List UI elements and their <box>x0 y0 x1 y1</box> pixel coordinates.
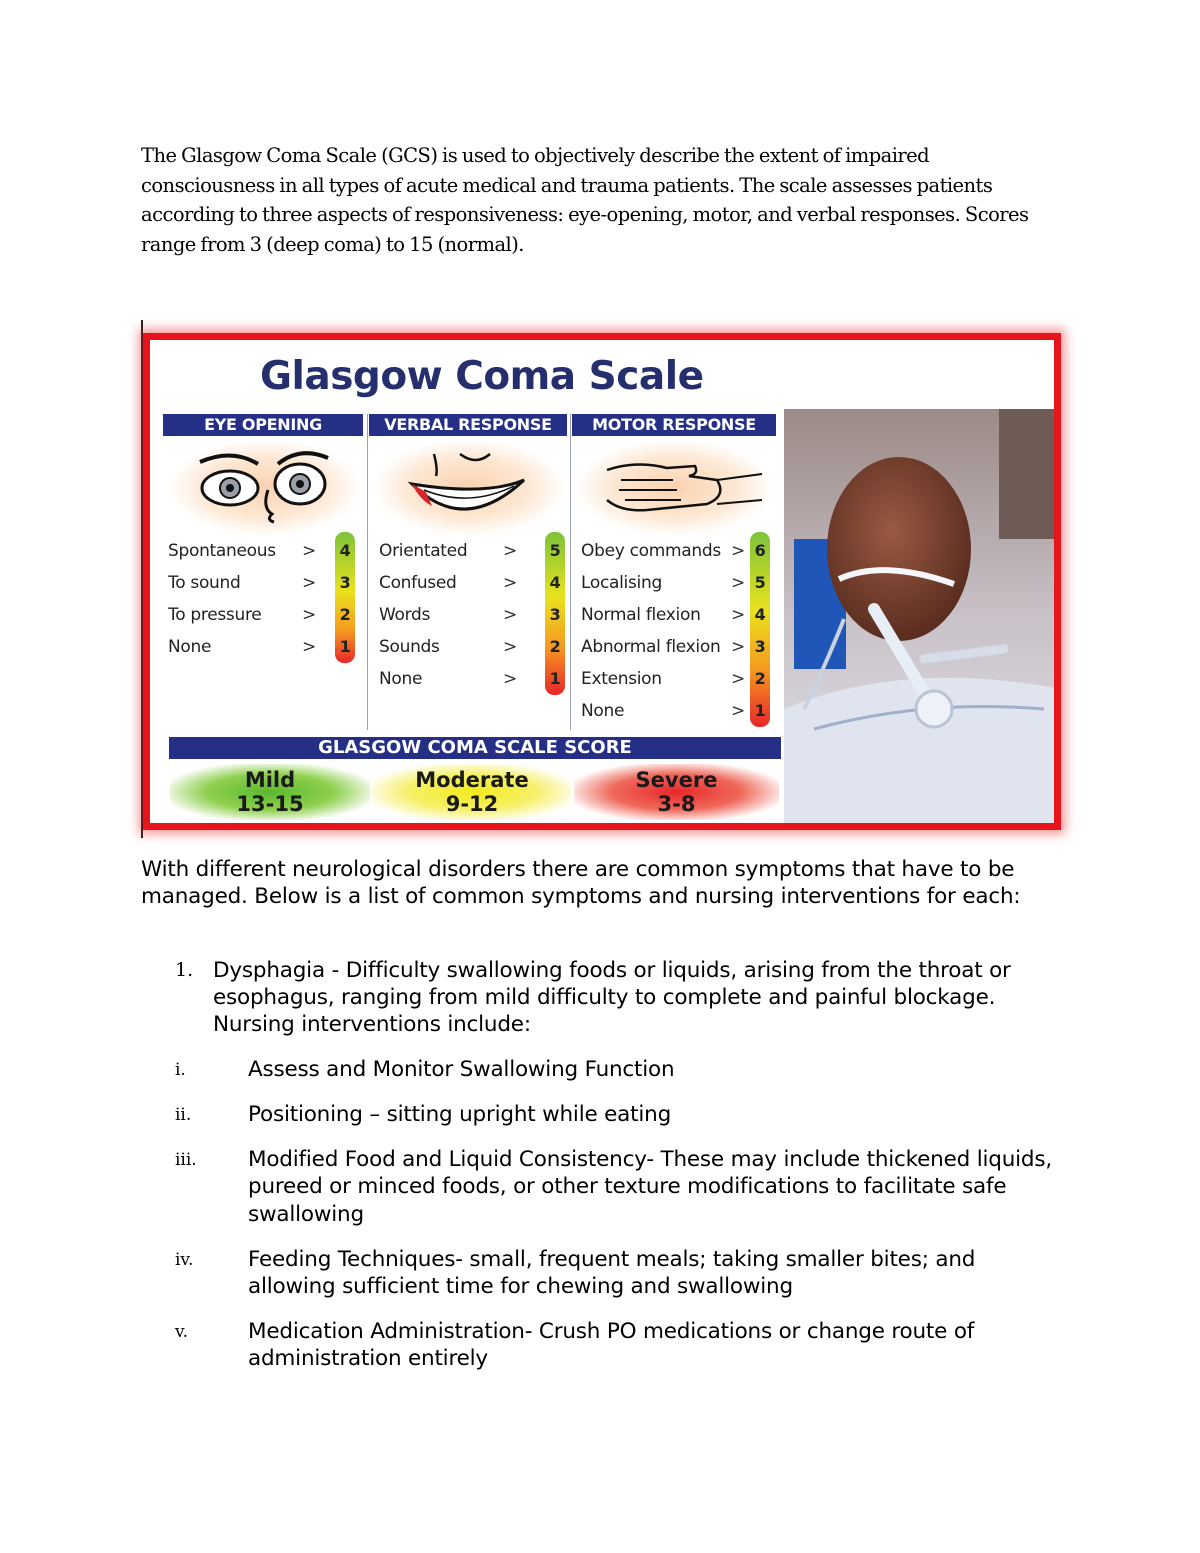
response-label: None <box>168 637 212 657</box>
severity-range: 3-8 <box>657 792 696 816</box>
arrow-icon: > <box>731 573 745 593</box>
arrow-icon: > <box>302 573 316 593</box>
intro-paragraph: The Glasgow Coma Scale (GCS) is used to objectively describe the extent of impaired consciousness in all types of acute medical and trauma patients. The scale assesses patients according to three aspects of responsiveness: eye-opening, motor, and verbal responses. Scores range from 3 (deep coma) to 15 (normal). <box>141 144 1029 256</box>
motor-row <box>581 696 776 726</box>
arrow-icon: > <box>503 573 517 593</box>
arrow-icon: > <box>731 541 745 561</box>
intervention-numeral: iv. <box>175 1250 194 1270</box>
arrow-icon: > <box>503 541 517 561</box>
intervention-text: Feeding Techniques- small, frequent meals; taking smaller bites; and allowing sufficient time for chewing and swallowing <box>248 1247 976 1300</box>
arrow-icon: > <box>503 637 517 657</box>
intervention-text: Positioning – sitting upright while eating <box>248 1102 672 1127</box>
severity-moderate <box>372 764 572 820</box>
verbal-row <box>379 536 569 566</box>
arrow-icon: > <box>302 605 316 625</box>
response-label: Sounds <box>379 637 440 657</box>
column-divider <box>570 414 571 730</box>
intervention-numeral: v. <box>175 1322 188 1342</box>
score-value: 4 <box>754 605 766 624</box>
score-value: 3 <box>339 573 351 592</box>
score-header: GLASGOW COMA SCALE SCORE <box>169 737 781 759</box>
severity-label: Moderate <box>415 768 529 792</box>
section-intro: With different neurological disorders there are common symptoms that have to be managed. Below is a list of common symptoms and nursing interventions for each: <box>141 857 1021 910</box>
intervention-text: Modified Food and Liquid Consistency- These may include thickened liquids, pureed or minced foods, or other texture modifications to facilitate safe swallowing <box>248 1147 1052 1227</box>
score-value: 2 <box>549 637 561 656</box>
verbal-row <box>379 664 569 694</box>
severity-mild <box>170 764 370 820</box>
severity-range: 9-12 <box>445 792 499 816</box>
motor-row <box>581 568 776 598</box>
intervention-numeral: ii. <box>175 1105 192 1125</box>
score-value: 2 <box>754 669 766 688</box>
score-value: 5 <box>549 541 561 560</box>
eyes-illustration <box>170 440 360 535</box>
motor-row <box>581 600 776 630</box>
intervention-numeral: iii. <box>175 1150 197 1170</box>
mouth-illustration <box>374 440 564 535</box>
response-label: Words <box>379 605 431 625</box>
intervention-text: Medication Administration- Crush PO medications or change route of administration entirely <box>248 1319 975 1372</box>
gcs-infographic <box>143 333 1061 830</box>
response-label: Spontaneous <box>168 541 276 561</box>
header-eye-opening: EYE OPENING <box>163 414 363 436</box>
response-label: Extension <box>581 669 662 689</box>
score-value: 1 <box>754 701 766 720</box>
response-label: To sound <box>168 573 241 593</box>
arrow-icon: > <box>302 541 316 561</box>
eye-row <box>168 600 368 630</box>
verbal-row <box>379 632 569 662</box>
eye-row <box>168 568 368 598</box>
mouth-icon <box>374 440 564 535</box>
response-label: Localising <box>581 573 662 593</box>
list-number: 1. <box>175 959 194 981</box>
severity-label: Mild <box>244 768 296 792</box>
intervention-text: Assess and Monitor Swallowing Function <box>248 1057 675 1082</box>
response-label: To pressure <box>168 605 262 625</box>
motor-row <box>581 664 776 694</box>
infographic-title: Glasgow Coma Scale <box>260 354 704 399</box>
score-value: 4 <box>339 541 351 560</box>
list-item-text: Dysphagia - Difficulty swallowing foods or liquids, arising from the throat or esophagus, ranging from mild difficulty to complete and painful blockage. Nursing interventions include: <box>213 958 1011 1037</box>
intervention-numeral: i. <box>175 1060 186 1080</box>
arrow-icon: > <box>503 605 517 625</box>
score-value: 3 <box>754 637 766 656</box>
arrow-icon: > <box>731 701 745 721</box>
severity-label: Severe <box>635 768 718 792</box>
arrow-icon: > <box>731 669 745 689</box>
score-value: 2 <box>339 605 351 624</box>
header-motor-response: MOTOR RESPONSE <box>572 414 776 436</box>
response-label: Orientated <box>379 541 468 561</box>
response-label: None <box>581 701 625 721</box>
eyes-icon <box>170 440 360 535</box>
eye-row <box>168 632 368 662</box>
motor-row <box>581 536 776 566</box>
header-verbal-response: VERBAL RESPONSE <box>369 414 567 436</box>
score-value: 1 <box>549 669 561 688</box>
verbal-row <box>379 568 569 598</box>
verbal-row <box>379 600 569 630</box>
response-label: Normal flexion <box>581 605 701 625</box>
hand-icon <box>577 440 772 535</box>
severity-range: 13-15 <box>236 792 304 816</box>
response-label: Confused <box>379 573 457 593</box>
arrow-icon: > <box>302 637 316 657</box>
score-value: 4 <box>549 573 561 592</box>
score-value: 1 <box>339 637 351 656</box>
score-value: 6 <box>754 541 766 560</box>
patient-photo <box>784 409 1061 830</box>
motor-row <box>581 632 776 662</box>
arrow-icon: > <box>731 605 745 625</box>
response-label: Obey commands <box>581 541 721 561</box>
eye-row <box>168 536 368 566</box>
score-value: 5 <box>754 573 766 592</box>
score-value: 3 <box>549 605 561 624</box>
arrow-icon: > <box>731 637 745 657</box>
response-label: None <box>379 669 423 689</box>
response-label: Abnormal flexion <box>581 637 721 657</box>
arrow-icon: > <box>503 669 517 689</box>
severity-severe <box>574 764 779 820</box>
hand-illustration <box>577 440 772 535</box>
